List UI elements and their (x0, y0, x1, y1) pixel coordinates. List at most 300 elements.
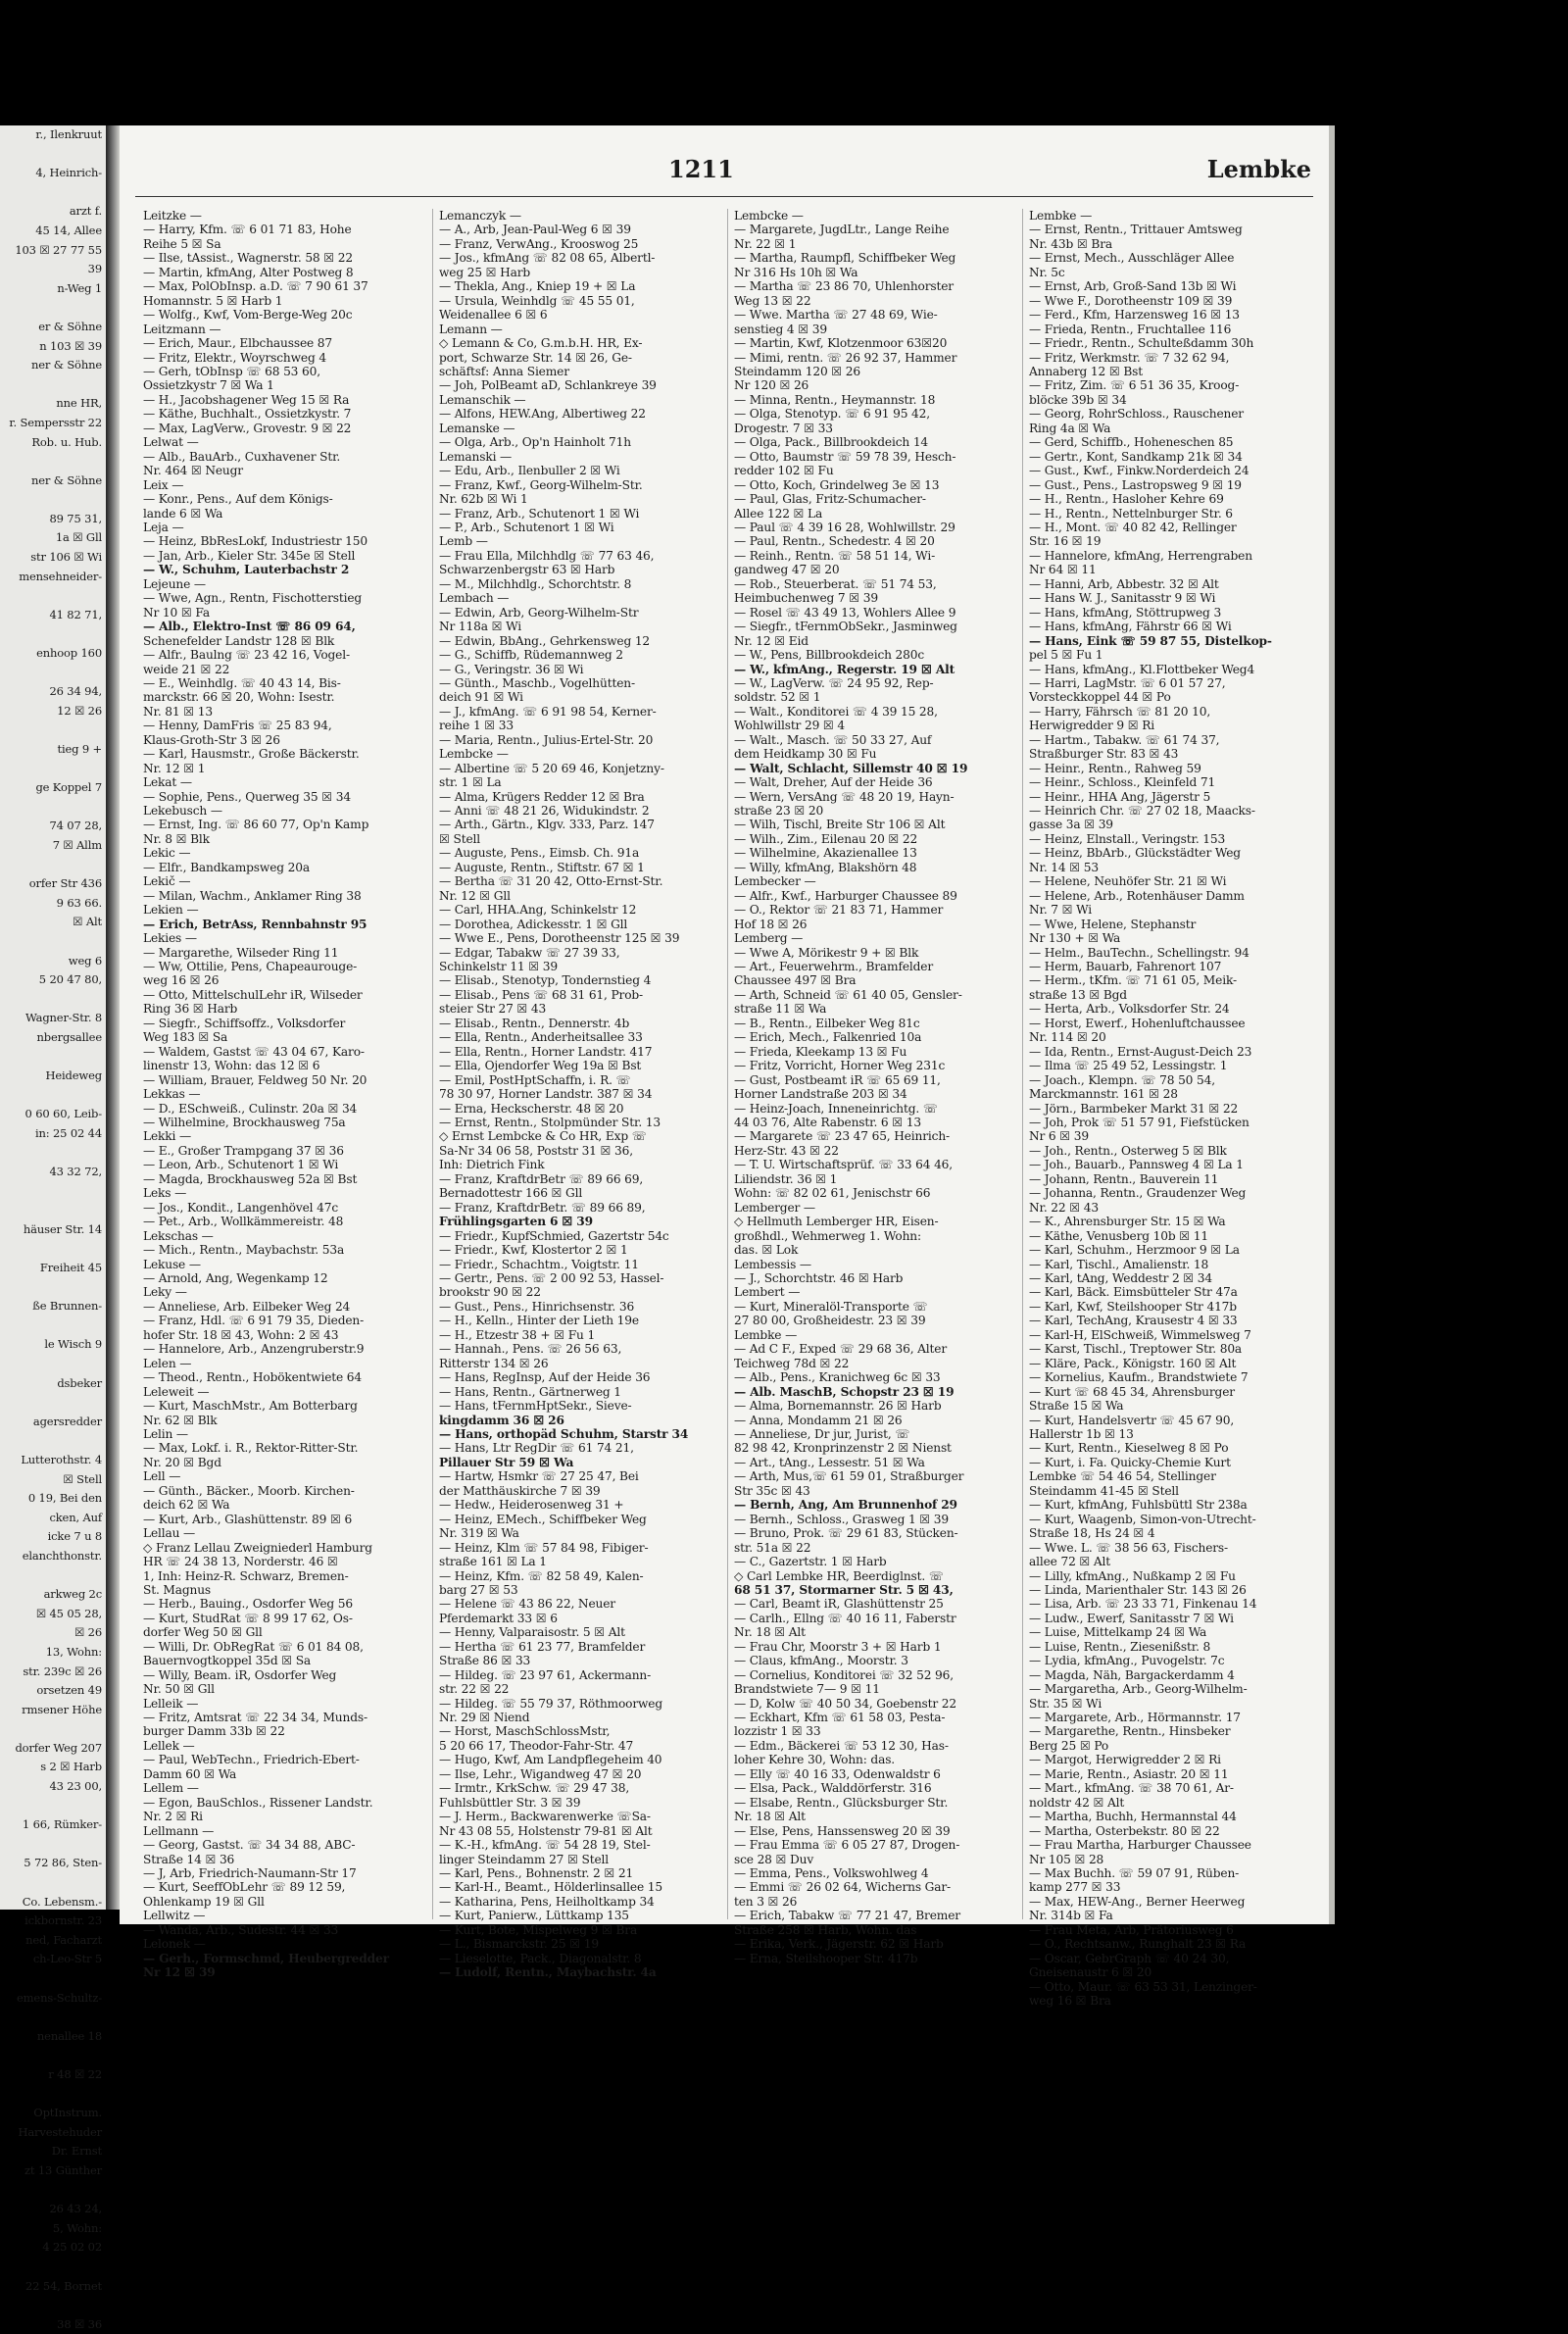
directory-entry-line: Lembert — (734, 1285, 801, 1300)
directory-entry-line: — Johann, Rentn., Bauverein 11 (1029, 1171, 1219, 1186)
directory-entry-line: — William, Brauer, Feldweg 50 Nr. 20 (143, 1072, 368, 1087)
directory-entry-line: Weidenallee 6 ☒ 6 (439, 308, 548, 323)
facing-page-line: Freiheit 45 (39, 1261, 102, 1275)
directory-entry-line: — Kläre, Pack., Königstr. 160 ☒ Alt (1029, 1356, 1237, 1370)
directory-entry-line: — Kurt, Mineralöl-Transporte ☏ (734, 1299, 928, 1314)
directory-entry-line: — Wwe E., Pens, Dorotheenstr 125 ☒ 39 (439, 931, 680, 946)
facing-page-line (0, 2181, 106, 2201)
directory-entry-line: — Erich, BetrAss, Rennbahnstr 95 (143, 917, 368, 931)
directory-entry-line: — Karl, Pens., Bohnenstr. 2 ☒ 21 (439, 1866, 634, 1881)
directory-entry-line: — Minna, Rentn., Heymannstr. 18 (734, 392, 936, 407)
directory-entry-line: Nr 10 ☒ Fa (143, 605, 210, 620)
directory-page (120, 125, 1329, 2009)
directory-entry-line: — Joh, PolBeamt aD, Schlankreye 39 (439, 378, 657, 393)
directory-entry-line: — Bertha ☏ 31 20 42, Otto-Ernst-Str. (439, 874, 663, 889)
facing-page-line: ner & Söhne (30, 358, 102, 372)
directory-entry-line: kingdamm 36 ☒ 26 (439, 1413, 564, 1427)
directory-entry-line: — Wilhelmine, Brockhausweg 75a (143, 1116, 346, 1129)
directory-entry-line: — Ella, Ojendorfer Weg 19a ☒ Bst (439, 1059, 642, 1073)
facing-page-line (0, 856, 106, 875)
directory-entry-line: — Hannelore, kfmAng, Herrengraben (1029, 548, 1252, 563)
directory-entry-line: — Otto, Koch, Grindelweg 3e ☒ 13 (734, 477, 940, 492)
directory-entry-line: — Wanda, Arb., Sudestr. 44 ☒ 33 (143, 1922, 339, 1937)
directory-entry-line: Teichweg 78d ☒ 22 (734, 1356, 850, 1370)
facing-page-line (0, 1355, 106, 1374)
directory-entry-line: 1, Inh: Heinz-R. Schwarz, Bremen- (143, 1568, 349, 1583)
directory-entry-line: Herz-Str. 43 ☒ 22 (734, 1143, 839, 1158)
directory-entry-line: straße 13 ☒ Bgd (1029, 987, 1127, 1002)
directory-entry-line: — Heinz, EMech., Schiffbeker Weg (439, 1512, 647, 1526)
directory-entry-line: — Joach., Klempn. ☏ 78 50 54, (1029, 1072, 1215, 1087)
directory-entry-line: — Bruno, Prok. ☏ 29 61 83, Stücken- (734, 1526, 958, 1541)
directory-entry-line: — Ernst, Rentn., Stolpmünder Str. 13 (439, 1116, 661, 1129)
directory-entry-line: — Luise, Mittelkamp 24 ☒ Wa (1029, 1625, 1207, 1640)
directory-entry-line: — Hanni, Arb, Abbestr. 32 ☒ Alt (1029, 576, 1219, 591)
facing-page-line: r., Ilenkruut (35, 127, 102, 141)
directory-entry-line: — Hans, orthopäd Schuhm, Starstr 34 (439, 1426, 689, 1441)
directory-entry-line: — Wwe F., Dorotheenstr 109 ☒ 39 (1029, 293, 1233, 308)
directory-entry-line: — Erich, Maur., Elbchaussee 87 (143, 336, 333, 351)
directory-entry-line: Allee 122 ☒ La (734, 506, 823, 521)
directory-entry-line: — Carl, HHA.Ang, Schinkelstr 12 (439, 903, 637, 918)
directory-entry-line: Nr. 12 ☒ Eid (734, 633, 808, 648)
directory-entry-line: Marckmannstr. 161 ☒ 28 (1029, 1087, 1178, 1102)
directory-entry-line: — K., Ahrensburger Str. 15 ☒ Wa (1029, 1215, 1226, 1229)
directory-entry-line: Lemann — (439, 322, 503, 336)
directory-entry-line: — Max, Lokf. i. R., Rektor-Ritter-Str. (143, 1441, 359, 1456)
directory-entry-line: — Karl, Bäck. Eimsbütteler Str 47a (1029, 1285, 1238, 1300)
directory-entry-line: — Martha, Raumpfl, Schiffbeker Weg (734, 251, 956, 266)
directory-entry-line: Ohlenkamp 19 ☒ Gll (143, 1894, 265, 1909)
directory-entry-line: — Georg, RohrSchloss., Rauschener (1029, 407, 1244, 422)
facing-page-line: ge Koppel 7 (35, 780, 102, 795)
column-3 (727, 209, 1022, 1965)
directory-entry-line: Nr. 18 ☒ Alt (734, 1810, 806, 1824)
directory-entry-line: — Karl, Schuhm., Herzmoor 9 ☒ La (1029, 1243, 1240, 1258)
directory-entry-line: — Hedw., Heiderosenweg 31 + (439, 1498, 624, 1513)
directory-entry-line: Herwigredder 9 ☒ Ri (1029, 719, 1155, 733)
facing-page-line (0, 664, 106, 683)
facing-page-line: arzt f. (69, 204, 102, 219)
directory-entry-line: — Waldem, Gastst ☏ 43 04 67, Karo- (143, 1044, 365, 1059)
directory-entry-line: — Ernst, Rentn., Trittauer Amtsweg (1029, 223, 1243, 237)
directory-entry-line: Lembke ☏ 54 46 54, Stellinger (1029, 1469, 1216, 1484)
directory-entry-line: — G., Schiffb, Rüdemannweg 2 (439, 648, 623, 663)
directory-entry-line: — Willy, Beam. iR, Osdorfer Weg (143, 1667, 337, 1682)
directory-entry-line: — Heinz, Elnstall., Veringstr. 153 (1029, 831, 1226, 846)
facing-page-line: 0 19, Bei den (27, 1491, 102, 1506)
directory-entry-line: ◇ Franz Lellau Zweigniederl Hamburg (143, 1540, 372, 1555)
directory-entry-line: Straße 14 ☒ 36 (143, 1852, 235, 1866)
directory-entry-line: Lekien — (143, 903, 199, 918)
directory-entry-line: — O., Rektor ☏ 21 83 71, Hammer (734, 903, 944, 918)
directory-entry-line: Schwarzenbergstr 63 ☒ Harb (439, 563, 615, 577)
directory-entry-line: — Helene, Arb., Rotenhäuser Damm (1029, 888, 1245, 903)
directory-entry-line: Leja — (143, 520, 184, 534)
facing-page-line (0, 1048, 106, 1068)
facing-page-line (0, 1719, 106, 1739)
directory-entry-line: Lembcke — (439, 747, 509, 762)
directory-entry-line: — Edwin, Arb, Georg-Wilhelm-Str (439, 605, 639, 620)
facing-page-line: zt 13 Günther (24, 2162, 102, 2177)
directory-entry-line: — Herta, Arb., Volksdorfer Str. 24 (1029, 1002, 1230, 1017)
directory-entry-line: — Rosel ☏ 43 49 13, Wohlers Allee 9 (734, 605, 956, 620)
directory-entry-line: Nr 64 ☒ 11 (1029, 563, 1097, 577)
directory-entry-line: Hof 18 ☒ 26 (734, 917, 808, 931)
directory-entry-line: ten 3 ☒ 26 (734, 1894, 798, 1909)
directory-entry-line: — J., Schorchtstr. 46 ☒ Harb (734, 1270, 904, 1285)
directory-entry-line: — J, Arb, Friedrich-Naumann-Str 17 (143, 1866, 357, 1881)
directory-entry-line: — Konr., Pens., Auf dem Königs- (143, 492, 333, 507)
directory-entry-line: — Karl, tAng, Weddestr 2 ☒ 34 (1029, 1270, 1213, 1285)
directory-entry-line: — Max Buchh. ☏ 59 07 91, Rüben- (1029, 1866, 1240, 1881)
directory-entry-line: Straßburger Str. 83 ☒ 43 (1029, 747, 1179, 762)
directory-entry-line: — L., Bismarckstr. 25 ☒ 19 (439, 1937, 599, 1952)
directory-entry-line: — Kurt, Arb., Glashüttenstr. 89 ☒ 6 (143, 1512, 353, 1526)
page-edge (1329, 125, 1335, 1924)
directory-entry-line: — Heinr., Rentn., Rahweg 59 (1029, 761, 1201, 775)
directory-entry-line: Nr. 8 ☒ Blk (143, 831, 210, 846)
facing-page-line (0, 1316, 106, 1336)
facing-page-line: ned, Facharzt (25, 1932, 102, 1947)
directory-entry-line: 5 20 66 17, Theodor-Fahr-Str. 47 (439, 1738, 634, 1753)
directory-entry-line: soldstr. 52 ☒ 1 (734, 690, 821, 705)
directory-entry-line: dem Heidkamp 30 ☒ Fu (734, 747, 877, 762)
directory-entry-line: — Heinz, BbArb., Glückstädter Weg (1029, 846, 1241, 861)
directory-entry-line: — Ernst, Mech., Ausschläger Allee (1029, 251, 1235, 266)
facing-page-line: ☒ 45 05 28, (35, 1606, 102, 1620)
directory-entry-line: Lembecker — (734, 874, 816, 889)
directory-entry-line: dorfer Weg 50 ☒ Gll (143, 1625, 263, 1640)
directory-entry-line: — Jos., Kondit., Langenhövel 47c (143, 1200, 339, 1215)
directory-entry-line: — Emma, Pens., Volkswohlweg 4 (734, 1866, 929, 1881)
facing-page-line: arkweg 2c (43, 1587, 102, 1602)
directory-entry-line: Nr 316 Hs 10h ☒ Wa (734, 265, 858, 279)
directory-entry-line: straße 23 ☒ 20 (734, 804, 824, 819)
directory-entry-line: steier Str 27 ☒ 43 (439, 1002, 547, 1017)
directory-entry-line: — Ernst, Ing. ☏ 86 60 77, Op'n Kamp (143, 818, 369, 832)
facing-page-line: Co. Lebensm.- (22, 1894, 102, 1909)
directory-entry-line: — Olga, Stenotyp. ☏ 6 91 95 42, (734, 407, 930, 422)
facing-page-line: le Wisch 9 (44, 1337, 102, 1352)
directory-entry-line: — Kurt, Waagenb, Simon-von-Utrecht- (1029, 1512, 1256, 1526)
directory-entry-line: — Margaretha, Arb., Georg-Wilhelm- (1029, 1682, 1248, 1697)
facing-page-line: 26 43 24, (49, 2202, 102, 2216)
directory-entry-line: — Franz, KraftdrBetr ☏ 89 66 69, (439, 1171, 644, 1186)
directory-entry-line: noldstr 42 ☒ Alt (1029, 1795, 1125, 1810)
directory-entry-line: — Walt, Dreher, Auf der Heide 36 (734, 775, 933, 790)
facing-page-line: orsetzen 49 (36, 1683, 102, 1698)
directory-entry-line: Lekki — (143, 1129, 191, 1144)
directory-entry-line: — Carl, Beamt iR, Glashüttenstr 25 (734, 1597, 944, 1612)
directory-entry-line: straße 11 ☒ Wa (734, 1002, 827, 1017)
directory-entry-line: — E., Weinhdlg. ☏ 40 43 14, Bis- (143, 675, 341, 690)
directory-entry-line: Nr. 62 ☒ Blk (143, 1413, 218, 1427)
facing-page-line: agersredder (32, 1414, 102, 1428)
directory-entry-line: — Jörn., Barmbeker Markt 31 ☒ 22 (1029, 1101, 1239, 1116)
directory-entry-line: — Theod., Rentn., Hobökentwiete 64 (143, 1370, 363, 1385)
directory-entry-line: Brandstwiete 7— 9 ☒ 11 (734, 1682, 880, 1697)
directory-entry-line: Str. 35 ☒ Wi (1029, 1696, 1102, 1711)
directory-entry-line: Lemb — (439, 534, 488, 549)
directory-entry-line: — J., kfmAng. ☏ 6 91 98 54, Kerner- (439, 704, 657, 719)
directory-entry-line: — Martha, Buchh, Hermannstal 44 (1029, 1810, 1237, 1824)
directory-entry-line: Lemanschik — (439, 392, 526, 407)
directory-entry-line: — Ilma ☏ 25 49 52, Lessingstr. 1 (1029, 1059, 1228, 1073)
directory-entry-line: — Erna, Heckscherstr. 48 ☒ 20 (439, 1101, 624, 1116)
directory-entry-line: — Margot, Herwigredder 2 ☒ Ri (1029, 1753, 1221, 1767)
directory-entry-line: — W., LagVerw. ☏ 24 95 92, Rep- (734, 675, 934, 690)
directory-entry-line: — Karl-H., Beamt., Hölderlinsallee 15 (439, 1880, 662, 1895)
directory-entry-line: Homannstr. 5 ☒ Harb 1 (143, 293, 283, 308)
facing-page-line (0, 2258, 106, 2277)
directory-entry-line: — H., Etzestr 38 + ☒ Fu 1 (439, 1327, 596, 1342)
facing-page-line: 43 23 00, (49, 1779, 102, 1794)
directory-entry-line: — Gust., Kwf., Finkw.Norderdeich 24 (1029, 464, 1250, 478)
directory-entry-line: — D., ESchweiß., Culinstr. 20a ☒ 34 (143, 1101, 358, 1116)
directory-entry-line: Lelen — (143, 1356, 192, 1370)
directory-entry-line: — Ferd., Kfm, Harzensweg 16 ☒ 13 (1029, 308, 1240, 323)
directory-entry-line: — Karst, Tischl., Treptower Str. 80a (1029, 1342, 1243, 1357)
directory-entry-line: — Hans, Ltr RegDir ☏ 61 74 21, (439, 1441, 634, 1456)
directory-entry-line: — Rob., Steuerberat. ☏ 51 74 53, (734, 576, 937, 591)
directory-entry-line: Straße 258 ☒ Harb, Wohn. das (734, 1922, 917, 1937)
directory-entry-line: Bauernvogtkoppel 35d ☒ Sa (143, 1654, 312, 1668)
directory-entry-line: — J. Herm., Backwarenwerke ☏Sa- (439, 1810, 651, 1824)
directory-columns (137, 209, 1317, 2009)
directory-entry-line: — Franz, Arb., Schutenort 1 ☒ Wi (439, 506, 640, 521)
directory-entry-line: — Frau Emma ☏ 6 05 27 87, Drogen- (734, 1838, 960, 1853)
directory-entry-line: — Anneliese, Arb. Eilbeker Weg 24 (143, 1299, 351, 1314)
directory-entry-line: — Günth., Maschb., Vogelhütten- (439, 675, 635, 690)
directory-entry-line: — Alfr., Baulng ☏ 23 42 16, Vogel- (143, 648, 350, 663)
directory-entry-line: loher Kehre 30, Wohn: das. (734, 1753, 896, 1767)
directory-entry-line: Lekkas — (143, 1087, 201, 1102)
directory-entry-line: — Elisab., Stenotyp, Tondernstieg 4 (439, 973, 652, 988)
facing-page-line (0, 2085, 106, 2105)
facing-page-line (0, 990, 106, 1010)
directory-entry-line: — Art., Feuerwehrm., Bramfelder (734, 960, 934, 974)
directory-entry-line: Lemberger — (734, 1200, 815, 1215)
directory-entry-line: Lekič — (143, 874, 191, 889)
directory-entry-line: Steindamm 120 ☒ 26 (734, 364, 861, 378)
directory-entry-line: Lejeune — (143, 576, 206, 591)
facing-page-line: Heideweg (45, 1068, 102, 1083)
directory-entry-line: — Magda, Brockhausweg 52a ☒ Bst (143, 1171, 358, 1186)
directory-entry-line: str. 22 ☒ 22 (439, 1682, 510, 1697)
directory-entry-line: — Auguste, Pens., Eimsb. Ch. 91a (439, 846, 640, 861)
directory-entry-line: Schinkelstr 11 ☒ 39 (439, 960, 558, 974)
directory-entry-line: Lemanczyk — (439, 209, 521, 223)
directory-entry-line: — Claus, kfmAng., Moorstr. 3 (734, 1654, 908, 1668)
directory-entry-line: — Anna, Mondamm 21 ☒ 26 (734, 1413, 903, 1427)
directory-entry-line: — Paul, WebTechn., Friedrich-Ebert- (143, 1753, 360, 1767)
directory-entry-line: ◇ Lemann & Co, G.m.b.H. HR, Ex- (439, 336, 643, 351)
directory-entry-line: Sa-Nr 34 06 58, Poststr 31 ☒ 36, (439, 1143, 633, 1158)
facing-page-line: nenallee 18 (36, 2028, 102, 2043)
directory-entry-line: — Erich, Tabakw ☏ 77 21 47, Bremer (734, 1909, 960, 1923)
directory-entry-line: straße 161 ☒ La 1 (439, 1555, 547, 1569)
directory-entry-line: — Gerh., Formschmd, Heubergredder (143, 1951, 389, 1965)
directory-entry-line: — Reinh., Rentn. ☏ 58 51 14, Wi- (734, 548, 936, 563)
directory-entry-line: Lekebusch — (143, 804, 222, 819)
directory-entry-line: — Hildeg. ☏ 55 79 37, Röthmoorweg (439, 1696, 662, 1711)
directory-entry-line: das. ☒ Lok (734, 1243, 799, 1258)
directory-entry-line: 44 03 76, Alte Rabenstr. 6 ☒ 13 (734, 1116, 921, 1129)
facing-page-line: s 2 ☒ Harb (40, 1760, 102, 1774)
directory-entry-line: — Franz, VerwAng., Krooswog 25 (439, 236, 639, 251)
facing-page-line (0, 1797, 106, 1816)
directory-entry-line: — Margarete, JugdLtr., Lange Reihe (734, 223, 950, 237)
directory-entry-line: Leitzmann — (143, 322, 221, 336)
directory-entry-line: Lembessis — (734, 1257, 811, 1271)
directory-entry-line: — Johanna, Rentn., Graudenzer Weg (1029, 1186, 1247, 1201)
directory-entry-line: gasse 3a ☒ 39 (1029, 818, 1113, 832)
directory-entry-line: — Alfr., Kwf., Harburger Chaussee 89 (734, 888, 957, 903)
directory-entry-line: — Ludw., Ewerf, Sanitasstr 7 ☒ Wi (1029, 1611, 1234, 1625)
directory-entry-line: — Herm., tKfm. ☏ 71 61 05, Meik- (1029, 973, 1237, 988)
directory-entry-line: Nr. 2 ☒ Ri (143, 1810, 203, 1824)
facing-page-line: nbergsallee (36, 1029, 102, 1044)
directory-entry-line: — Luise, Rentn., Ziesenißstr. 8 (1029, 1639, 1211, 1654)
directory-entry-line: — Horst, Ewerf., Hohenluftchaussee (1029, 1016, 1246, 1030)
directory-entry-line: — Wolfg., Kwf, Vom-Berge-Weg 20c (143, 308, 353, 323)
directory-entry-line: 27 80 00, Großheidestr. 23 ☒ 39 (734, 1314, 926, 1328)
facing-page-line (0, 298, 106, 318)
directory-entry-line: Lelonek — (143, 1937, 206, 1952)
directory-entry-line: — Sophie, Pens., Querweg 35 ☒ 34 (143, 789, 351, 804)
directory-entry-line: — Ursula, Weinhdlg ☏ 45 55 01, (439, 293, 635, 308)
directory-entry-line: — W., kfmAng., Regerstr. 19 ☒ Alt (734, 662, 956, 676)
directory-entry-line: — Helene, Neuhöfer Str. 21 ☒ Wi (1029, 874, 1227, 889)
directory-entry-line: — Frau Ella, Milchhdlg ☏ 77 63 46, (439, 548, 655, 563)
directory-entry-line: — H., Rentn., Nettelnburger Str. 6 (1029, 506, 1233, 521)
facing-page-line: 5 72 86, Sten- (24, 1856, 102, 1870)
directory-entry-line: Nr. 29 ☒ Niend (439, 1711, 530, 1725)
directory-entry-line: — Joh., Rentn., Osterweg 5 ☒ Blk (1029, 1143, 1227, 1158)
directory-entry-line: Horner Landstraße 203 ☒ 34 (734, 1087, 907, 1102)
directory-entry-line: Lelleik — (143, 1696, 199, 1711)
directory-entry-line: — Wwe A, Mörikestr 9 + ☒ Blk (734, 945, 919, 960)
directory-entry-line: — Auguste, Rentn., Stiftstr. 67 ☒ 1 (439, 860, 645, 874)
directory-entry-line: — Elisab., Rentn., Dennerstr. 4b (439, 1016, 630, 1030)
directory-entry-line: — Katharina, Pens, Heilholtkamp 34 (439, 1894, 655, 1909)
directory-entry-line: — Elsabe, Rentn., Glücksburger Str. (734, 1795, 949, 1810)
directory-entry-line: — Linda, Marienthaler Str. 143 ☒ 26 (1029, 1582, 1247, 1597)
directory-entry-line: — Arth., Gärtn., Klgv. 333, Parz. 147 (439, 818, 655, 832)
facing-page-line (0, 183, 106, 203)
facing-page-line: 4, Heinrich- (35, 166, 102, 180)
directory-entry-line: — Fritz, Zim. ☏ 6 51 36 35, Kroog- (1029, 378, 1240, 393)
facing-page-line (0, 624, 106, 644)
directory-entry-line: — Kurt, Handelsvertr ☏ 45 67 90, (1029, 1413, 1235, 1427)
facing-page-line: str. 239c ☒ 26 (23, 1664, 102, 1678)
book-spine (106, 125, 120, 1910)
column-4 (1022, 209, 1317, 2009)
facing-page-line: 1a ☒ Gll (55, 530, 102, 545)
directory-entry-line: — Martin, kfmAng, Alter Postweg 8 (143, 265, 354, 279)
directory-entry-line: Lemanske — (439, 421, 515, 435)
facing-page-line: dorfer Weg 207 (15, 1740, 102, 1755)
directory-entry-line: — Margarete, Arb., Hörmannstr. 17 (1029, 1711, 1241, 1725)
directory-entry-line: Ring 4a ☒ Wa (1029, 421, 1111, 435)
directory-entry-line: — Eckhart, Kfm ☏ 61 58 03, Pesta- (734, 1711, 946, 1725)
directory-entry-line: — W., Schuhm, Lauterbachstr 2 (143, 563, 350, 577)
directory-entry-line: Pillauer Str 59 ☒ Wa (439, 1455, 574, 1469)
directory-entry-line: Nr. 62b ☒ Wi 1 (439, 492, 528, 507)
directory-entry-line: — Arnold, Ang, Wegenkamp 12 (143, 1270, 328, 1285)
facing-page-line: n-Weg 1 (57, 280, 102, 295)
facing-page-line (0, 586, 106, 606)
directory-entry-line: Lembcke — (734, 209, 804, 223)
directory-entry-line: Berg 25 ☒ Po (1029, 1738, 1109, 1753)
directory-entry-line: Liliendstr. 36 ☒ 1 (734, 1171, 838, 1186)
directory-entry-line: brookstr 90 ☒ 22 (439, 1285, 541, 1300)
directory-entry-line: — Hans, Eink ☏ 59 87 55, Distelkop- (1029, 633, 1272, 648)
directory-entry-line: — O., Rechtsanw., Runghalt 23 ☒ Ra (1029, 1937, 1247, 1952)
directory-entry-line: — Willy, kfmAng, Blakshörn 48 (734, 860, 917, 874)
directory-entry-line: — Hans, RegInsp, Auf der Heide 36 (439, 1370, 651, 1385)
directory-entry-line: — Frau Meta, Arb, Prätoriusweg 6 (1029, 1922, 1234, 1937)
facing-page-line: OptInstrum. (33, 2106, 102, 2120)
directory-entry-line: schäftsf: Anna Siemer (439, 364, 569, 378)
directory-entry-line: — Heinrich Chr. ☏ 27 02 18, Maacks- (1029, 804, 1255, 819)
directory-entry-line: Nr 43 08 55, Holstenstr 79-81 ☒ Alt (439, 1823, 653, 1838)
directory-entry-line: — Siegfr., tFernmObSekr., Jasminweg (734, 620, 957, 634)
directory-entry-line: Nr. 464 ☒ Neugr (143, 464, 243, 478)
directory-entry-line: — Max, HEW-Ang., Berner Heerweg (1029, 1894, 1246, 1909)
directory-entry-line: Bernadottestr 166 ☒ Gll (439, 1186, 583, 1201)
facing-page-line: Lutterothstr. 4 (21, 1452, 102, 1466)
facing-page-line: 5, Wohn: (52, 2220, 102, 2235)
directory-entry-line: — Else, Pens, Hanssensweg 20 ☒ 39 (734, 1823, 951, 1838)
directory-entry-line: — Erich, Mech., Falkenried 10a (734, 1030, 922, 1045)
facing-page-line (0, 1835, 106, 1855)
directory-entry-line: — Franz, Hdl. ☏ 6 91 79 35, Dieden- (143, 1314, 365, 1328)
directory-entry-line: — Edwin, BbAng., Gehrkensweg 12 (439, 633, 651, 648)
directory-entry-line: — Paul ☏ 4 39 16 28, Wohlwillstr. 29 (734, 520, 956, 534)
directory-entry-line: HR ☏ 24 38 13, Norderstr. 46 ☒ (143, 1555, 338, 1569)
directory-entry-line: — Jan, Arb., Kieler Str. 345e ☒ Stell (143, 548, 356, 563)
facing-page-line: cken, Auf (49, 1510, 102, 1524)
directory-entry-line: — Kurt, Rentn., Kieselweg 8 ☒ Po (1029, 1441, 1229, 1456)
directory-entry-line: Nr. 43b ☒ Bra (1029, 236, 1112, 251)
directory-entry-line: Str 35c ☒ 43 (734, 1483, 810, 1498)
directory-entry-line: Nr 118a ☒ Wi (439, 620, 521, 634)
facing-page-line: icke 7 u 8 (47, 1529, 102, 1544)
directory-entry-line: — Frieda, Rentn., Fruchtallee 116 (1029, 322, 1232, 336)
directory-entry-line: — Irmtr., KrkSchw. ☏ 29 47 38, (439, 1781, 630, 1796)
directory-entry-line: weg 16 ☒ 26 (143, 973, 220, 988)
directory-entry-line: weide 21 ☒ 22 (143, 662, 230, 676)
directory-entry-line: deich 91 ☒ Wi (439, 690, 523, 705)
directory-entry-line: ◇ Ernst Lembcke & Co HR, Exp ☏ (439, 1129, 647, 1144)
directory-entry-line: weg 16 ☒ Bra (1029, 1994, 1111, 2009)
directory-entry-line: — Margarethe, Rentn., Hinsbeker (1029, 1724, 1231, 1739)
directory-entry-line: lozzistr 1 ☒ 33 (734, 1724, 821, 1739)
directory-entry-line: — Wwe. L. ☏ 38 56 63, Fischers- (1029, 1540, 1229, 1555)
facing-page-line: ner & Söhne (30, 472, 102, 487)
facing-page-line (0, 932, 106, 952)
facing-page-line: dsbeker (57, 1375, 102, 1390)
directory-entry-line: — Käthe, Venusberg 10b ☒ 11 (1029, 1228, 1208, 1243)
directory-entry-line: Nr. 81 ☒ 13 (143, 704, 213, 719)
facing-page-line: elanchthonstr. (22, 1548, 102, 1563)
directory-entry-line: — Franz, KraftdrBetr. ☏ 89 66 89, (439, 1200, 646, 1215)
directory-entry-line: — Martin, Kwf, Klotzenmoor 63☒20 (734, 336, 948, 351)
directory-entry-line: Leky — (143, 1285, 187, 1300)
directory-entry-line: — Hannelore, Arb., Anzengruberstr.9 (143, 1342, 365, 1357)
